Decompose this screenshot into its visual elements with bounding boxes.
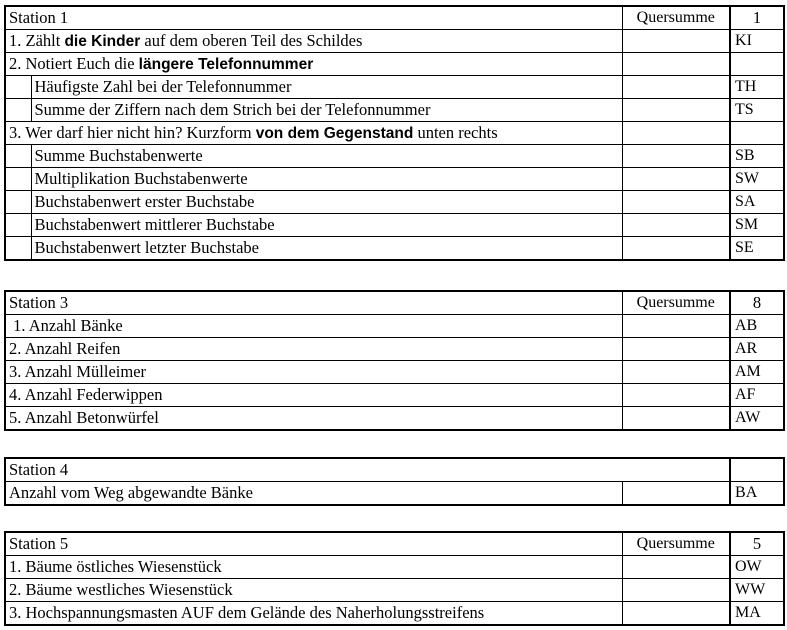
table-row (5, 214, 784, 237)
station-3-title: Station 3 (5, 291, 622, 315)
code-cell: AR (730, 338, 784, 361)
question-text: 2. Bäume westliches Wiesenstück (5, 579, 622, 602)
station-5-table (4, 531, 785, 626)
table-row (5, 384, 784, 407)
answer-field[interactable] (622, 53, 730, 76)
quersumme-label: Quersumme (622, 532, 730, 556)
answer-field[interactable] (622, 407, 730, 431)
code-cell: BA (730, 482, 784, 506)
question-text: Häufigste Zahl bei der Telefonnummer (31, 76, 622, 99)
quersumme-value: 5 (730, 532, 784, 556)
code-cell: TH (730, 76, 784, 99)
table-row (5, 407, 784, 431)
station-1-table (4, 5, 785, 261)
table-row (5, 556, 784, 579)
table-row (5, 191, 784, 214)
question-text: Summe der Ziffern nach dem Strich bei der Telefonnummer (31, 99, 622, 122)
question-text: Summe Buchstabenwerte (31, 145, 622, 168)
table-row (5, 602, 784, 626)
quersumme-value: 8 (730, 291, 784, 315)
code-cell: KI (730, 30, 784, 53)
station-1-title: Station 1 (5, 6, 622, 30)
answer-field[interactable] (622, 237, 730, 261)
table-row (5, 237, 784, 261)
answer-field[interactable] (622, 384, 730, 407)
table-row (5, 482, 784, 506)
answer-field[interactable] (622, 214, 730, 237)
code-cell: SE (730, 237, 784, 261)
answer-field[interactable] (622, 99, 730, 122)
question-text: 3. Anzahl Mülleimer (5, 361, 622, 384)
indent-cell (5, 214, 31, 237)
quersumme-value (730, 458, 784, 482)
station-3-table (4, 290, 785, 431)
answer-field[interactable] (622, 145, 730, 168)
answer-field[interactable] (622, 338, 730, 361)
answer-field[interactable] (622, 361, 730, 384)
question-text: Buchstabenwert mittlerer Buchstabe (31, 214, 622, 237)
question-text: Multiplikation Buchstabenwerte (31, 168, 622, 191)
table-row (5, 30, 784, 53)
question-text: 3. Wer darf hier nicht hin? Kurzform von dem Gegenstand unten rechts (5, 122, 622, 145)
code-cell: SB (730, 145, 784, 168)
question-text: 4. Anzahl Federwippen (5, 384, 622, 407)
table-row (5, 315, 784, 338)
station-4-table (4, 457, 785, 506)
question-text: 1. Zählt die Kinder auf dem oberen Teil des Schildes (5, 30, 622, 53)
code-cell: AB (730, 315, 784, 338)
question-text: Buchstabenwert letzter Buchstabe (31, 237, 622, 261)
question-text: Anzahl vom Weg abgewandte Bänke (5, 482, 622, 506)
table-row (5, 168, 784, 191)
answer-field[interactable] (622, 315, 730, 338)
question-text: 3. Hochspannungsmasten AUF dem Gelände des Naherholungsstreifens (5, 602, 622, 626)
table-row (5, 99, 784, 122)
code-cell (730, 122, 784, 145)
quersumme-label: Quersumme (622, 6, 730, 30)
indent-cell (5, 237, 31, 261)
code-cell: MA (730, 602, 784, 626)
indent-cell (5, 99, 31, 122)
question-text: 2. Notiert Euch die längere Telefonnummer (5, 53, 622, 76)
code-cell: SW (730, 168, 784, 191)
answer-field[interactable] (622, 579, 730, 602)
code-cell (730, 53, 784, 76)
code-cell: AM (730, 361, 784, 384)
answer-field[interactable] (622, 122, 730, 145)
table-row (5, 579, 784, 602)
indent-cell (5, 168, 31, 191)
answer-field[interactable] (622, 168, 730, 191)
table-row (5, 361, 784, 384)
code-cell: SA (730, 191, 784, 214)
answer-field[interactable] (622, 76, 730, 99)
question-text: Buchstabenwert erster Buchstabe (31, 191, 622, 214)
station-4-title: Station 4 (5, 458, 730, 482)
answer-field[interactable] (622, 602, 730, 626)
code-cell: OW (730, 556, 784, 579)
answer-field[interactable] (622, 556, 730, 579)
quersumme-value: 1 (730, 6, 784, 30)
table-row (5, 338, 784, 361)
code-cell: TS (730, 99, 784, 122)
question-text: 1. Bäume östliches Wiesenstück (5, 556, 622, 579)
table-row (5, 53, 784, 76)
code-cell: AW (730, 407, 784, 431)
question-text: 5. Anzahl Betonwürfel (5, 407, 622, 431)
answer-field[interactable] (622, 482, 730, 506)
table-row (5, 122, 784, 145)
code-cell: SM (730, 214, 784, 237)
station-5-title: Station 5 (5, 532, 622, 556)
code-cell: AF (730, 384, 784, 407)
question-text: 1. Anzahl Bänke (5, 315, 622, 338)
indent-cell (5, 145, 31, 168)
answer-field[interactable] (622, 191, 730, 214)
indent-cell (5, 191, 31, 214)
answer-field[interactable] (622, 30, 730, 53)
table-row (5, 145, 784, 168)
indent-cell (5, 76, 31, 99)
table-row (5, 76, 784, 99)
question-text: 2. Anzahl Reifen (5, 338, 622, 361)
quersumme-label: Quersumme (622, 291, 730, 315)
code-cell: WW (730, 579, 784, 602)
